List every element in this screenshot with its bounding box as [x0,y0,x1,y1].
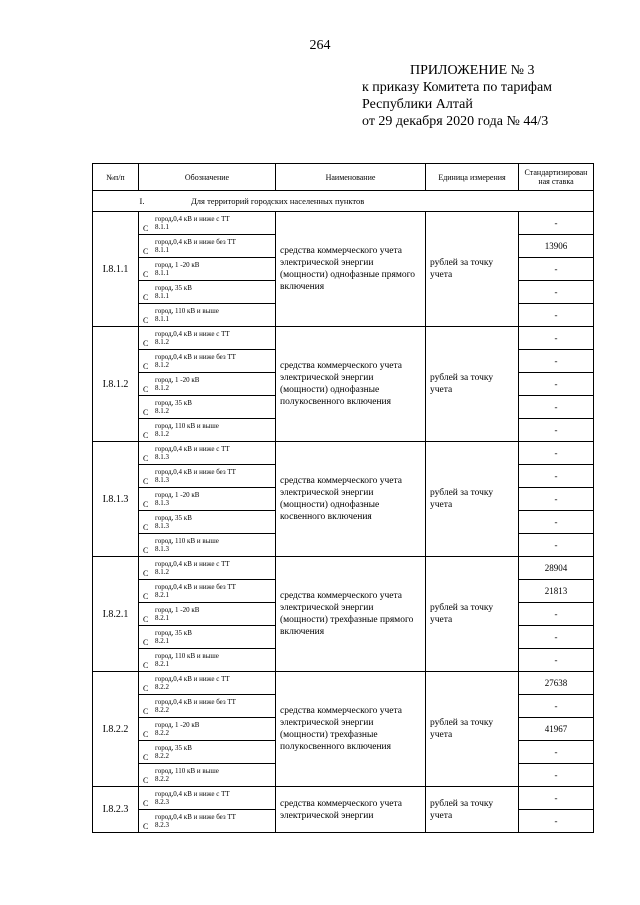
row-code: I.8.2.1 [93,557,139,672]
designation-code: 8.2.1 [155,637,169,645]
designation-code: 8.2.3 [155,821,169,829]
designation-text: город, 1 -20 кВ [155,721,200,729]
designation-cell [139,718,276,741]
designation-code: 8.2.1 [155,591,169,599]
designation-code: 8.1.3 [155,545,169,553]
designation-prefix: С [143,753,149,762]
designation-text: город, 110 кВ и выше [155,307,219,315]
designation-prefix: С [143,615,149,624]
designation-prefix: С [143,707,149,716]
designation-prefix: С [143,684,149,693]
designation-prefix: С [143,362,149,371]
designation-cell [139,488,276,511]
standard-rate: - [519,419,594,442]
column-header: Обозначение [139,164,276,191]
appendix-line: от 29 декабря 2020 года № 44/3 [362,114,549,129]
table-row [93,557,594,580]
designation-text: город, 110 кВ и выше [155,767,219,775]
designation-text: город,0,4 кВ и ниже с ТТ [155,675,230,683]
standard-rate: - [519,534,594,557]
standard-rate: - [519,511,594,534]
designation-cell [139,603,276,626]
standard-rate: 13906 [519,235,594,258]
standard-rate: - [519,304,594,327]
table-row [93,672,594,695]
designation-text: город,0,4 кВ и ниже с ТТ [155,790,230,798]
unit-of-measure: рублей за точку учета [426,212,519,327]
designation-text: город,0,4 кВ и ниже с ТТ [155,330,230,338]
designation-prefix: С [143,776,149,785]
designation-code: 8.1.1 [155,246,169,254]
designation-code: 8.1.1 [155,223,169,231]
designation-cell [139,212,276,235]
standard-rate: - [519,764,594,787]
column-header: Наименование [276,164,426,191]
designation-code: 8.1.2 [155,384,169,392]
designation-prefix: С [143,385,149,394]
designation-text: город, 1 -20 кВ [155,261,200,269]
designation-cell [139,626,276,649]
section-cell [93,191,594,212]
designation-text: город, 35 кВ [155,399,192,407]
designation-text: город, 1 -20 кВ [155,376,200,384]
unit-of-measure: рублей за точку учета [426,327,519,442]
designation-code: 8.2.2 [155,706,169,714]
standard-rate: - [519,810,594,833]
designation-prefix: С [143,500,149,509]
designation-code: 8.1.2 [155,407,169,415]
standard-rate: - [519,327,594,350]
designation-code: 8.1.2 [155,568,169,576]
table-body [93,191,594,833]
designation-text: город,0,4 кВ и ниже без ТТ [155,813,236,821]
designation-prefix: С [143,523,149,532]
designation-cell [139,373,276,396]
designation-text: город, 110 кВ и выше [155,652,219,660]
standard-rate: - [519,281,594,304]
page-number: 264 [309,38,331,53]
designation-text: город,0,4 кВ и ниже с ТТ [155,215,230,223]
row-code: I.8.2.2 [93,672,139,787]
designation-text: город, 35 кВ [155,744,192,752]
standard-rate: - [519,626,594,649]
designation-cell [139,465,276,488]
section-title: Для территорий городских населенных пунктов [191,196,365,206]
designation-code: 8.1.3 [155,499,169,507]
designation-text: город, 1 -20 кВ [155,606,200,614]
designation-text: город,0,4 кВ и ниже без ТТ [155,468,236,476]
designation-prefix: С [143,293,149,302]
designation-text: город, 110 кВ и выше [155,422,219,430]
designation-code: 8.2.2 [155,775,169,783]
designation-code: 8.1.2 [155,338,169,346]
designation-code: 8.1.2 [155,430,169,438]
unit-of-measure: рублей за точку учета [426,787,519,833]
designation-text: город,0,4 кВ и ниже с ТТ [155,445,230,453]
designation-cell [139,396,276,419]
designation-text: город, 35 кВ [155,284,192,292]
standard-rate: - [519,488,594,511]
designation-code: 8.1.2 [155,361,169,369]
row-code: I.8.1.2 [93,327,139,442]
designation-text: город,0,4 кВ и ниже без ТТ [155,353,236,361]
standard-rate: 21813 [519,580,594,603]
designation-code: 8.1.1 [155,315,169,323]
standard-rate: - [519,603,594,626]
designation-cell [139,695,276,718]
designation-prefix: С [143,799,149,808]
designation-text: город,0,4 кВ и ниже без ТТ [155,698,236,706]
designation-cell [139,810,276,833]
standard-rate: - [519,258,594,281]
standard-rate: - [519,396,594,419]
designation-cell [139,442,276,465]
designation-prefix: С [143,431,149,440]
designation-code: 8.1.1 [155,269,169,277]
designation-prefix: С [143,638,149,647]
column-header: Единица измерения [426,164,519,191]
designation-code: 8.2.2 [155,729,169,737]
designation-prefix: С [143,477,149,486]
designation-code: 8.2.1 [155,614,169,622]
designation-code: 8.2.2 [155,752,169,760]
appendix-title: ПРИЛОЖЕНИЕ № 3 [410,63,535,78]
row-code: I.8.1.3 [93,442,139,557]
designation-code: 8.1.3 [155,522,169,530]
designation-prefix: С [143,408,149,417]
standard-rate: - [519,695,594,718]
designation-code: 8.2.3 [155,798,169,806]
designation-cell [139,672,276,695]
row-code: I.8.2.3 [93,787,139,833]
standard-rate: - [519,649,594,672]
unit-of-measure: рублей за точку учета [426,442,519,557]
designation-cell [139,281,276,304]
designation-text: город, 35 кВ [155,629,192,637]
designation-cell [139,258,276,281]
tariff-table [92,163,594,833]
standard-rate: 28904 [519,557,594,580]
row-code: I.8.1.1 [93,212,139,327]
designation-prefix: С [143,730,149,739]
standard-rate: - [519,212,594,235]
equipment-name: средства коммерческого учета электрической энергии (мощности) трехфазные прямого включения [276,557,426,672]
designation-text: город, 110 кВ и выше [155,537,219,545]
designation-prefix: С [143,270,149,279]
designation-cell [139,649,276,672]
section-number: I. [139,196,145,206]
column-header: Стандартизирован ная ставка [519,164,594,191]
designation-prefix: С [143,661,149,670]
equipment-name: средства коммерческого учета электрической энергии (мощности) трехфазные полукосвенного включения [276,672,426,787]
designation-code: 8.1.1 [155,292,169,300]
standard-rate: - [519,465,594,488]
designation-prefix: С [143,569,149,578]
designation-cell [139,511,276,534]
designation-text: город, 35 кВ [155,514,192,522]
section-row [93,191,594,212]
table-header-row [93,164,594,191]
designation-prefix: С [143,546,149,555]
equipment-name: средства коммерческого учета электрической энергии [276,787,426,833]
designation-prefix: С [143,592,149,601]
equipment-name: средства коммерческого учета электрической энергии (мощности) однофазные прямого включения [276,212,426,327]
unit-of-measure: рублей за точку учета [426,672,519,787]
equipment-name: средства коммерческого учета электрической энергии (мощности) однофазные полукосвенного включения [276,327,426,442]
standard-rate: - [519,442,594,465]
table-row [93,212,594,235]
designation-code: 8.2.1 [155,660,169,668]
equipment-name: средства коммерческого учета электрической энергии (мощности) однофазные косвенного включения [276,442,426,557]
designation-text: город, 1 -20 кВ [155,491,200,499]
standard-rate: - [519,787,594,810]
designation-cell [139,787,276,810]
appendix-line: к приказу Комитета по тарифам [362,80,553,95]
standard-rate: - [519,741,594,764]
designation-text: город,0,4 кВ и ниже с ТТ [155,560,230,568]
designation-code: 8.2.2 [155,683,169,691]
designation-prefix: С [143,224,149,233]
designation-prefix: С [143,454,149,463]
designation-cell [139,350,276,373]
designation-prefix: С [143,247,149,256]
designation-code: 8.1.3 [155,476,169,484]
designation-cell [139,235,276,258]
designation-prefix: С [143,316,149,325]
appendix-line: Республики Алтай [362,97,473,112]
column-header: №п/п [93,164,139,191]
standard-rate: - [519,373,594,396]
standard-rate: - [519,350,594,373]
designation-cell [139,534,276,557]
designation-cell [139,764,276,787]
table-row [93,442,594,465]
designation-code: 8.1.3 [155,453,169,461]
table-row [93,787,594,810]
standard-rate: 41967 [519,718,594,741]
unit-of-measure: рублей за точку учета [426,557,519,672]
designation-text: город,0,4 кВ и ниже без ТТ [155,238,236,246]
designation-cell [139,327,276,350]
designation-prefix: С [143,822,149,831]
designation-cell [139,557,276,580]
designation-text: город,0,4 кВ и ниже без ТТ [155,583,236,591]
appendix-header [362,62,552,130]
designation-cell [139,741,276,764]
table-row [93,327,594,350]
designation-cell [139,419,276,442]
designation-prefix: С [143,339,149,348]
standard-rate: 27638 [519,672,594,695]
designation-cell [139,304,276,327]
designation-cell [139,580,276,603]
